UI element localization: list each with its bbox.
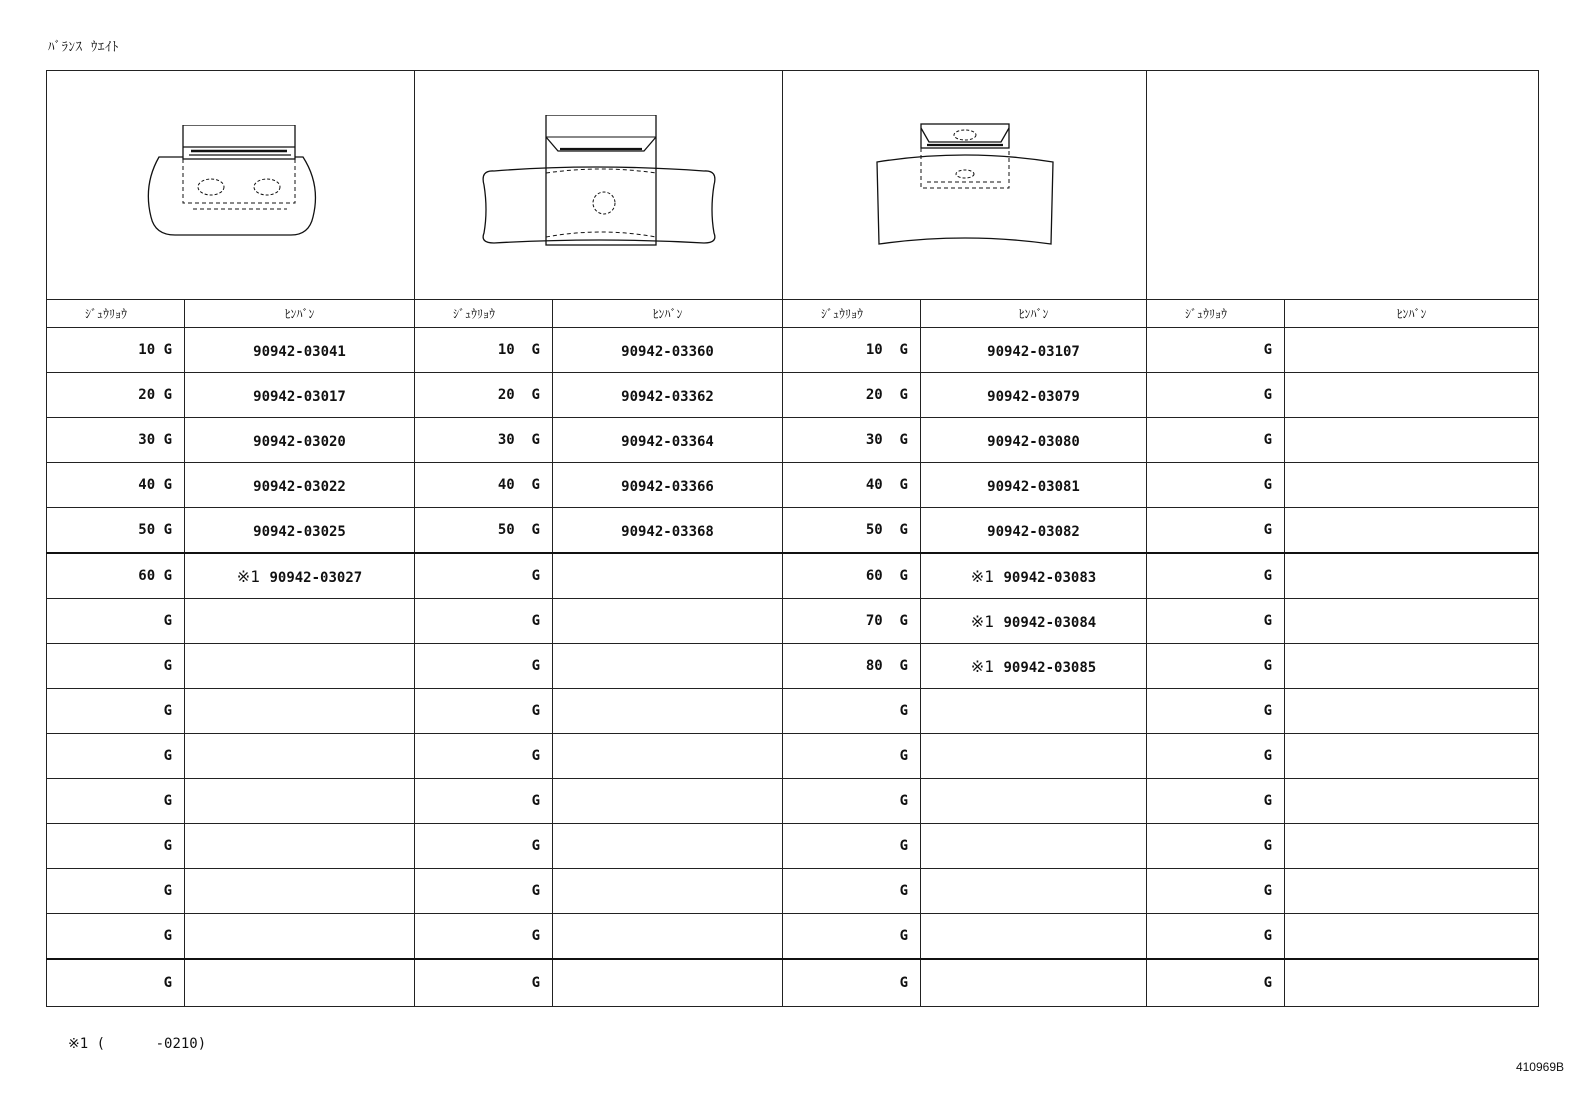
- weight-cell: G: [415, 959, 553, 1007]
- table-row: [47, 328, 1539, 373]
- part-number: 90942-03084: [1003, 614, 1097, 631]
- weight-cell: G: [47, 779, 185, 824]
- part-number-cell: [1285, 869, 1539, 914]
- part-number: 90942-03041: [253, 343, 346, 360]
- weight-cell: G: [783, 779, 921, 824]
- part-number-cell: [553, 689, 783, 734]
- part-number-cell: [553, 734, 783, 779]
- part-number-cell: [185, 463, 415, 508]
- note-mark: ※1: [970, 656, 1004, 676]
- curved-balance-weight-icon: [865, 120, 1065, 250]
- weight-cell: G: [47, 869, 185, 914]
- part-number-cell: [921, 599, 1147, 644]
- weight-cell: 10 G: [783, 328, 921, 373]
- part-number-cell: [185, 824, 415, 869]
- part-number-cell: [553, 418, 783, 463]
- weight-cell: G: [1147, 734, 1285, 779]
- part-number-cell: [1285, 914, 1539, 960]
- weight-cell: 20 G: [47, 373, 185, 418]
- table-row: [47, 914, 1539, 960]
- weight-header: ｼﾞｭｳﾘｮｳ: [783, 300, 921, 328]
- part-number-cell: [553, 463, 783, 508]
- weight-cell: G: [415, 914, 553, 960]
- weight-cell: 80 G: [783, 644, 921, 689]
- table-row: [47, 553, 1539, 599]
- part-number-cell: [921, 328, 1147, 373]
- part-number-cell: [553, 824, 783, 869]
- weight-cell: G: [783, 689, 921, 734]
- part-number-cell: [921, 463, 1147, 508]
- part-number-cell: [1285, 599, 1539, 644]
- figure-id: 410969B: [1515, 1060, 1564, 1074]
- part-number-cell: [1285, 824, 1539, 869]
- part-number-cell: [185, 599, 415, 644]
- part-number-cell: [185, 644, 415, 689]
- part-number-cell: [921, 779, 1147, 824]
- part-number-cell: [553, 508, 783, 554]
- table-row: [47, 824, 1539, 869]
- weight-cell: 40 G: [47, 463, 185, 508]
- page-title: ﾊﾞﾗﾝｽ ｳｴｲﾄ: [48, 40, 119, 55]
- part-number-cell: [185, 553, 415, 599]
- weight-cell: G: [47, 689, 185, 734]
- table-row: [47, 644, 1539, 689]
- part-number-cell: [553, 914, 783, 960]
- part-number-cell: [553, 553, 783, 599]
- weight-cell: G: [783, 914, 921, 960]
- weight-cell: 60 G: [783, 553, 921, 599]
- part-number-cell: [1285, 959, 1539, 1007]
- part-number-cell: [1285, 508, 1539, 554]
- part-number: 90942-03079: [987, 388, 1080, 405]
- weight-cell: G: [47, 959, 185, 1007]
- weight-cell: 20 G: [415, 373, 553, 418]
- weight-cell: 10 G: [47, 328, 185, 373]
- weight-cell: G: [47, 914, 185, 960]
- weight-cell: G: [1147, 553, 1285, 599]
- part-number-cell: [1285, 553, 1539, 599]
- part-number-cell: [553, 779, 783, 824]
- table-row: [47, 373, 1539, 418]
- part-number: 90942-03081: [987, 478, 1080, 495]
- part-number: 90942-03366: [621, 478, 714, 495]
- part-number-cell: [185, 508, 415, 554]
- weight-cell: G: [415, 869, 553, 914]
- table-row: [47, 959, 1539, 1007]
- weight-cell: 40 G: [783, 463, 921, 508]
- part-number: 90942-03083: [1003, 569, 1097, 586]
- weight-cell: G: [47, 734, 185, 779]
- weight-cell: 20 G: [783, 373, 921, 418]
- table-row: [47, 734, 1539, 779]
- weight-cell: G: [1147, 373, 1285, 418]
- weight-cell: G: [1147, 599, 1285, 644]
- part-number-cell: [921, 869, 1147, 914]
- part-number: 90942-03085: [1003, 659, 1097, 676]
- footnote: ※1 ( -0210): [68, 1036, 207, 1052]
- table-row: [47, 869, 1539, 914]
- part-number-cell: [553, 599, 783, 644]
- weight-cell: G: [783, 869, 921, 914]
- weight-cell: G: [415, 779, 553, 824]
- part-number-header: ﾋﾝﾊﾞﾝ: [1285, 300, 1539, 328]
- balance-weight-table: [46, 70, 1539, 1007]
- weight-cell: G: [415, 553, 553, 599]
- part-number: 90942-03368: [621, 523, 714, 540]
- weight-cell: G: [415, 644, 553, 689]
- weight-cell: G: [1147, 824, 1285, 869]
- weight-cell: G: [1147, 869, 1285, 914]
- table-row: [47, 463, 1539, 508]
- part-number: 90942-03022: [253, 478, 346, 495]
- part-number-cell: [553, 328, 783, 373]
- part-number: 90942-03017: [253, 388, 346, 405]
- table-row: [47, 689, 1539, 734]
- clip-on-balance-weight-icon: [131, 125, 331, 245]
- part-number-cell: [921, 734, 1147, 779]
- weight-cell: 50 G: [783, 508, 921, 554]
- weight-header: ｼﾞｭｳﾘｮｳ: [47, 300, 185, 328]
- weight-cell: G: [415, 599, 553, 644]
- part-number-cell: [553, 644, 783, 689]
- weight-cell: G: [783, 959, 921, 1007]
- flat-balance-weight-icon: [474, 115, 724, 255]
- weight-cell: G: [783, 824, 921, 869]
- part-number-cell: [921, 824, 1147, 869]
- part-number-cell: [185, 328, 415, 373]
- diagram-cell-4-empty: [1147, 71, 1539, 300]
- weight-cell: G: [415, 689, 553, 734]
- weight-cell: G: [1147, 689, 1285, 734]
- part-number-header: ﾋﾝﾊﾞﾝ: [553, 300, 783, 328]
- table-row: [47, 418, 1539, 463]
- part-number: 90942-03025: [253, 523, 346, 540]
- part-number: 90942-03107: [987, 343, 1080, 360]
- weight-cell: G: [47, 824, 185, 869]
- table-row: [47, 599, 1539, 644]
- weight-cell: 50 G: [47, 508, 185, 554]
- note-mark: ※1: [970, 611, 1004, 631]
- part-number-cell: [1285, 328, 1539, 373]
- part-number-cell: [1285, 373, 1539, 418]
- part-number-cell: [921, 689, 1147, 734]
- weight-cell: G: [47, 644, 185, 689]
- part-number: 90942-03020: [253, 433, 346, 450]
- weight-cell: 10 G: [415, 328, 553, 373]
- weight-cell: G: [1147, 914, 1285, 960]
- part-number-cell: [185, 779, 415, 824]
- note-mark: ※1: [236, 566, 270, 586]
- weight-cell: G: [415, 824, 553, 869]
- diagram-row: [47, 71, 1539, 300]
- part-number-cell: [921, 418, 1147, 463]
- weight-cell: 30 G: [415, 418, 553, 463]
- part-number-cell: [185, 373, 415, 418]
- weight-cell: 40 G: [415, 463, 553, 508]
- part-number-cell: [185, 734, 415, 779]
- part-number-cell: [1285, 779, 1539, 824]
- diagram-cell-3: [783, 71, 1147, 300]
- part-number-cell: [921, 644, 1147, 689]
- weight-cell: G: [783, 734, 921, 779]
- part-number-cell: [1285, 418, 1539, 463]
- part-number-cell: [1285, 689, 1539, 734]
- diagram-cell-1: [47, 71, 415, 300]
- part-number: 90942-03027: [269, 569, 363, 586]
- part-number-header: ﾋﾝﾊﾞﾝ: [185, 300, 415, 328]
- table-row: [47, 508, 1539, 554]
- part-number-cell: [921, 373, 1147, 418]
- note-mark: ※1: [970, 566, 1004, 586]
- part-number-cell: [921, 553, 1147, 599]
- part-number-header: ﾋﾝﾊﾞﾝ: [921, 300, 1147, 328]
- weight-header: ｼﾞｭｳﾘｮｳ: [415, 300, 553, 328]
- diagram-cell-2: [415, 71, 783, 300]
- weight-cell: 50 G: [415, 508, 553, 554]
- weight-cell: 30 G: [783, 418, 921, 463]
- part-number-cell: [1285, 463, 1539, 508]
- part-number-cell: [185, 418, 415, 463]
- part-number-cell: [921, 508, 1147, 554]
- part-number-cell: [1285, 644, 1539, 689]
- weight-cell: G: [1147, 463, 1285, 508]
- part-number-cell: [185, 959, 415, 1007]
- part-number-cell: [553, 869, 783, 914]
- weight-cell: 30 G: [47, 418, 185, 463]
- part-number-cell: [185, 869, 415, 914]
- weight-cell: G: [1147, 959, 1285, 1007]
- weight-cell: G: [1147, 779, 1285, 824]
- part-number: 90942-03082: [987, 523, 1080, 540]
- part-number: 90942-03360: [621, 343, 714, 360]
- table-row: [47, 779, 1539, 824]
- weight-cell: G: [1147, 328, 1285, 373]
- weight-cell: G: [1147, 418, 1285, 463]
- weight-cell: G: [47, 599, 185, 644]
- header-row: [47, 300, 1539, 328]
- part-number-cell: [921, 914, 1147, 960]
- part-number-cell: [921, 959, 1147, 1007]
- weight-cell: G: [1147, 644, 1285, 689]
- part-number-cell: [553, 373, 783, 418]
- part-number-cell: [1285, 734, 1539, 779]
- part-number: 90942-03364: [621, 433, 714, 450]
- part-number-cell: [185, 914, 415, 960]
- part-number-cell: [553, 959, 783, 1007]
- weight-cell: G: [415, 734, 553, 779]
- weight-header: ｼﾞｭｳﾘｮｳ: [1147, 300, 1285, 328]
- weight-cell: 70 G: [783, 599, 921, 644]
- part-number: 90942-03080: [987, 433, 1080, 450]
- part-number: 90942-03362: [621, 388, 714, 405]
- weight-cell: G: [1147, 508, 1285, 554]
- weight-cell: 60 G: [47, 553, 185, 599]
- part-number-cell: [185, 689, 415, 734]
